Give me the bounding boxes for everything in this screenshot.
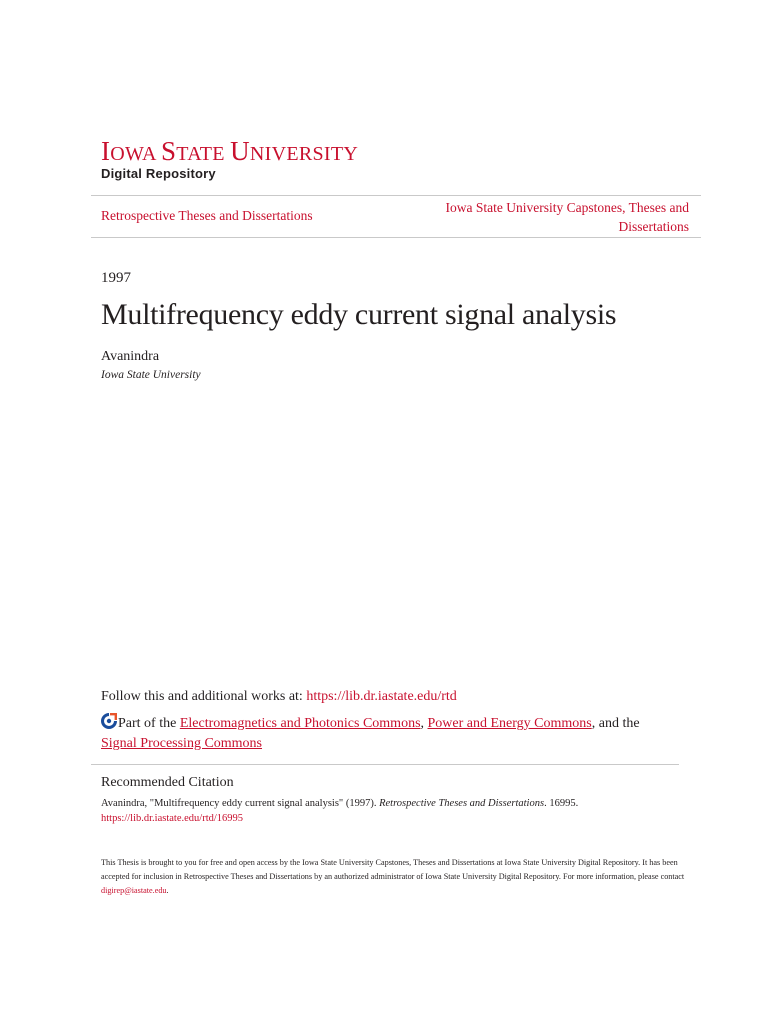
logo-letter: I (101, 136, 111, 166)
citation-text: Avanindra, "Multifrequency eddy current signal analysis" (1997). (101, 798, 380, 809)
document-title: Multifrequency eddy current signal analysis (101, 298, 617, 331)
access-notice (101, 856, 691, 898)
logo-letters: NIVERSITY (249, 143, 359, 165)
notice-text: This Thesis is brought to you for free and open access by the Iowa State University Capstones, Theses and Dissertations at Iowa State University Digital Repository. It has been accepted for inclusion in Retrospective Theses and Dissertations by an authorized administrator of Iowa State University Digital Repository. For more information, please contact (101, 858, 685, 881)
logo-letters: OWA (110, 143, 161, 165)
header-top-divider (91, 195, 701, 196)
notice-end: . (166, 886, 169, 895)
header-bottom-divider (91, 237, 701, 238)
citation-number: . 16995. (544, 798, 579, 809)
part-of-line (101, 713, 701, 754)
follow-url-link[interactable]: https://lib.dr.iastate.edu/rtd (306, 689, 457, 704)
commons-link-signal-processing[interactable]: Signal Processing Commons (101, 736, 263, 751)
collection-link-line2: Dissertations (618, 219, 689, 234)
university-logo (101, 138, 358, 165)
collection-link[interactable] (399, 198, 689, 236)
follow-line (101, 689, 457, 705)
repository-name: Digital Repository (101, 166, 216, 181)
open-access-icon (101, 713, 117, 729)
commons-link-electromagnetics[interactable]: Electromagnetics and Photonics Commons (179, 716, 421, 731)
part-of-prefix: Part of the (118, 716, 180, 731)
follow-label: Follow this and additional works at: (101, 689, 307, 704)
citation-divider (91, 764, 679, 765)
logo-letter: S (160, 136, 177, 166)
author-name: Avanindra (101, 349, 160, 364)
contact-email-link[interactable]: digirep@iastate.edu (101, 886, 167, 895)
citation-url-link[interactable]: https://lib.dr.iastate.edu/rtd/16995 (101, 813, 244, 824)
author-institution: Iowa State University (101, 369, 201, 381)
part-of-separator: , (420, 716, 428, 731)
series-link[interactable]: Retrospective Theses and Dissertations (101, 208, 313, 223)
commons-link-power-energy[interactable]: Power and Energy Commons (427, 716, 592, 731)
collection-link-line1: Iowa State University Capstones, Theses and (445, 200, 689, 215)
citation-heading: Recommended Citation (101, 775, 234, 790)
logo-letters: TATE (176, 143, 231, 165)
part-of-separator: , and the (591, 716, 640, 731)
publication-year: 1997 (101, 270, 131, 286)
citation-block (101, 796, 701, 826)
citation-series: Retrospective Theses and Dissertations (379, 798, 545, 809)
logo-letter: U (230, 136, 250, 166)
